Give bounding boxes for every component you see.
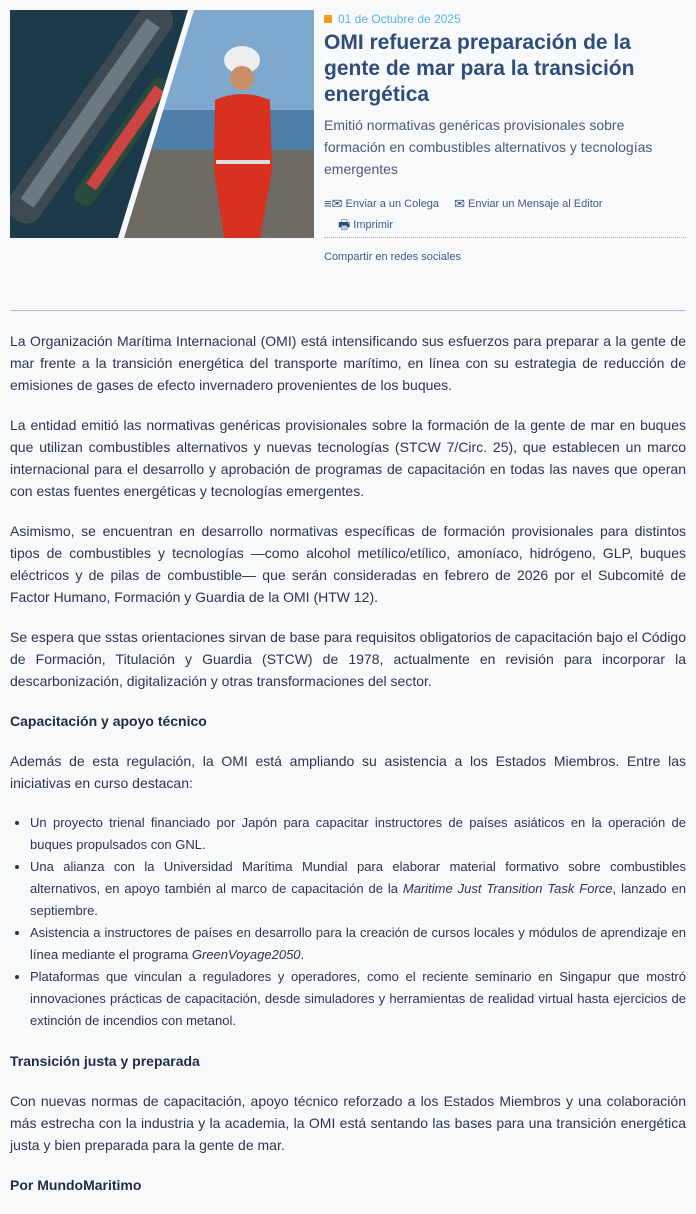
print-link[interactable] bbox=[338, 215, 393, 235]
list-item bbox=[30, 922, 686, 966]
forward-mail-icon: ≡✉ bbox=[324, 196, 343, 211]
send-to-colleague-link[interactable] bbox=[324, 194, 439, 214]
list-item-emphasis: Maritime Just Transition Task Force bbox=[402, 881, 613, 896]
article-body bbox=[10, 330, 686, 1214]
article-subtitle: Emitió normativas genéricas provisionales sobre formación en combustibles alternativos y tecnologías emergentes bbox=[324, 117, 653, 177]
article-image bbox=[10, 10, 314, 238]
list-item-text: Asistencia a instructores de países en desarrollo para la creación de cursos locales y módulos de aprendizaje en línea mediante el programa bbox=[30, 925, 686, 962]
byline: Por MundoMaritimo bbox=[10, 1177, 142, 1193]
list-item-text: Un proyecto trienal financiado por Japón para capacitar instructores de países asiáticos en la operación de buques propulsados con GNL. bbox=[30, 815, 686, 852]
paragraph: Con nuevas normas de capacitación, apoyo técnico reforzado a los Estados Miembros y una colaboración más estrecha con la industria y la academia, la OMI está sentando las bases para una transición energética justa y bien preparada para la gente de mar. bbox=[10, 1093, 686, 1153]
paragraph: La Organización Marítima Internacional (OMI) está intensificando sus esfuerzos para preparar a la gente de mar frente a la transición energética del transporte marítimo, en línea con su estrategia de reducción de emisiones de gases de efecto invernadero provenientes de los buques. bbox=[10, 333, 686, 393]
separator bbox=[10, 310, 686, 311]
send-colleague-label: Enviar a un Colega bbox=[345, 198, 440, 210]
date-text: 01 de Octubre de 2025 bbox=[338, 12, 461, 26]
list-item-text: , lanzado en septiembre. bbox=[30, 881, 686, 918]
mail-icon: ✉ bbox=[454, 196, 466, 211]
send-editor-label: Enviar un Mensaje al Editor bbox=[468, 198, 603, 210]
list-item-text: Una alianza con la Universidad Marítima Mundial para elaborar material formativo sobre combustibles alternativos, en apoyo también al marco de capacitación de la bbox=[30, 859, 686, 896]
print-label: Imprimir bbox=[353, 219, 393, 231]
section-heading: Transición justa y preparada bbox=[10, 1053, 200, 1069]
list-item-text: Plataformas que vinculan a reguladores y operadores, como el reciente seminario en Singapur que mostró innovaciones prácticas de capacitación, desde simuladores y herramientas de realidad virtual hasta ejercicios de extinción de incendios con metanol. bbox=[30, 969, 686, 1028]
message-editor-link[interactable] bbox=[454, 194, 602, 214]
paragraph: Asimismo, se encuentran en desarrollo normativas específicas de formación provisionales para distintos tipos de combustibles y tecnologías —como alcohol metílico/etílico, amoníaco, hidrógeno, GLP, buques eléctricos y de pilas de combustible— que serán consideradas en febrero de 2026 por el Subcomité de Factor Humano, Formación y Guardia de la OMI (HTW 12). bbox=[10, 523, 686, 605]
print-icon: 🖶 bbox=[338, 217, 351, 232]
list-item-emphasis: GreenVoyage2050 bbox=[191, 947, 301, 962]
list-item bbox=[30, 966, 686, 1032]
divider bbox=[324, 237, 686, 238]
list-item bbox=[30, 856, 686, 922]
share-social-link[interactable]: Compartir en redes sociales bbox=[324, 251, 461, 263]
list-item bbox=[30, 812, 686, 856]
paragraph: Se espera que sstas orientaciones sirvan de base para requisitos obligatorios de capacitación bajo el Código de Formación, Titulación y Guardia (STCW) de 1978, actualmente en revisión para incorporar la descarbonización, digitalización y otras transformaciones del sector. bbox=[10, 629, 686, 689]
section-heading: Capacitación y apoyo técnico bbox=[10, 713, 207, 729]
paragraph: Además de esta regulación, la OMI está ampliando su asistencia a los Estados Miembros. Entre las iniciativas en curso destacan: bbox=[10, 753, 686, 791]
initiatives-list bbox=[10, 812, 686, 1032]
list-item-text: . bbox=[300, 947, 305, 962]
article-title: OMI refuerza preparación de la gente de mar para la transición energética bbox=[324, 31, 635, 106]
article-date bbox=[324, 12, 686, 26]
paragraph: La entidad emitió las normativas genéricas provisionales sobre la formación de la gente de mar en buques que utilizan combustibles alternativos y nuevas tecnologías (STCW 7/Circ. 25), que establecen un marco internacional para el desarrollo y aprobación de programas de capacitación en todas las naves que operan con estas fuentes energéticas y tecnologías emergentes. bbox=[10, 417, 686, 499]
date-marker-icon bbox=[324, 15, 332, 23]
